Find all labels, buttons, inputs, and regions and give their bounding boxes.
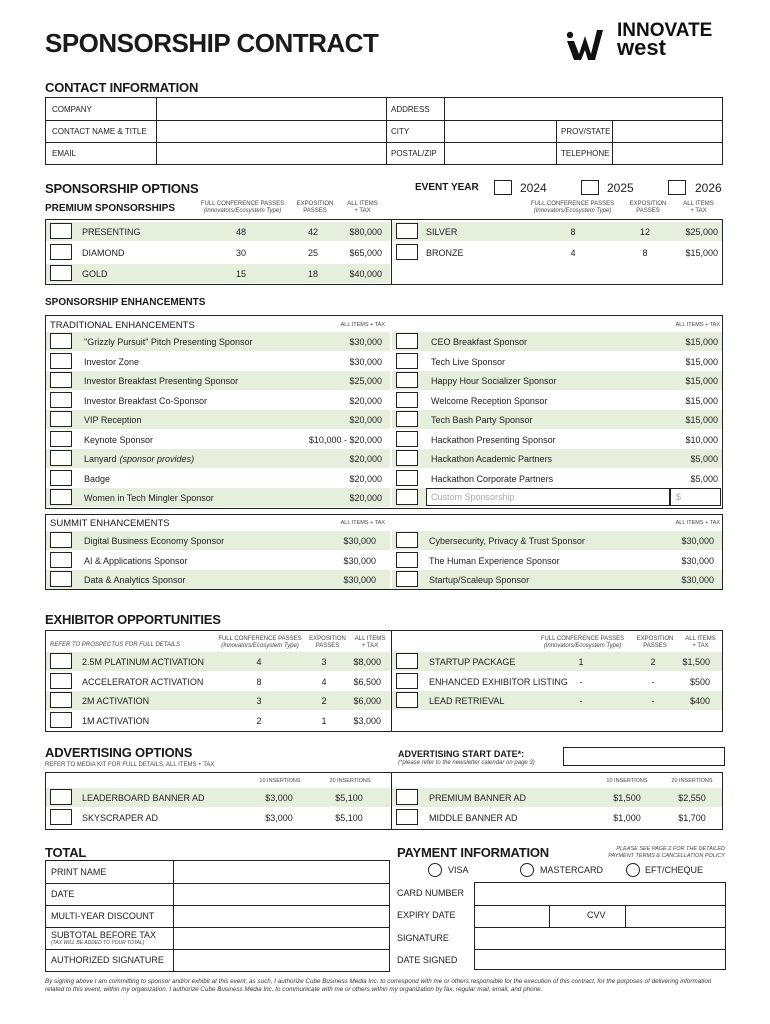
enhancement-price: $15,000 <box>685 415 718 425</box>
premium-price: $40,000 <box>349 269 382 279</box>
subtotal-field[interactable] <box>174 927 388 948</box>
exhibitor-name: 1M ACTIVATION <box>82 715 150 726</box>
ex-col-expo-r: EXPOSITION <box>636 636 674 642</box>
enhancement-checkbox[interactable] <box>396 353 418 369</box>
ex-col-all-sub-r: + TAX <box>692 643 709 649</box>
year-2024-checkbox[interactable] <box>494 180 512 195</box>
advertising-sub: REFER TO MEDIA KIT FOR FULL DETAILS, ALL ITEMS + TAX <box>45 762 215 768</box>
premium-full: 4 <box>570 248 576 258</box>
enhancement-price: $15,000 <box>685 356 718 367</box>
enhancement-price: $30,000 <box>681 555 714 566</box>
exhibitor-price: $8,000 <box>353 657 381 667</box>
date-signed-field[interactable] <box>475 949 725 969</box>
exhibitor-name: ACCELERATOR ACTIVATION <box>82 676 204 687</box>
enhancement-checkbox[interactable] <box>396 431 418 447</box>
innovate-west-logo-icon <box>565 26 613 62</box>
enhancement-name: Hackathon Corporate Partners <box>431 473 554 484</box>
enhancement-name: VIP Reception <box>84 415 142 425</box>
enhancement-price: $15,000 <box>685 337 718 347</box>
col-full-sub: (Innovators/Ecosystem Type) <box>203 208 282 214</box>
contact-name-label: CONTACT NAME & TITLE <box>52 127 147 136</box>
ad-col20-left: 20 INSERTIONS <box>329 778 371 784</box>
subtotal-note: (TAX WILL BE ADDED TO YOUR TOTAL) <box>51 940 145 946</box>
ex-col-full: FULL CONFERENCE PASSES <box>218 636 302 642</box>
enhancement-checkbox[interactable] <box>396 392 418 408</box>
exhibitor-expo: 3 <box>321 657 327 667</box>
print-name-label: PRINT NAME <box>51 867 107 877</box>
enhancement-checkbox[interactable] <box>396 372 418 388</box>
premium-col-full-right <box>525 201 620 215</box>
enhancement-checkbox[interactable] <box>396 552 418 568</box>
advertising-name: PREMIUM BANNER AD <box>429 793 527 803</box>
premium-col-expo-right <box>623 201 673 215</box>
telephone-field[interactable] <box>614 143 721 163</box>
exhibitor-price: $6,500 <box>353 676 381 687</box>
contact-name-field[interactable] <box>158 121 384 141</box>
company-field[interactable] <box>158 99 384 119</box>
premium-expo: 8 <box>642 248 648 258</box>
advertising-checkbox[interactable] <box>50 809 72 825</box>
exhibitor-col-all-right <box>678 636 723 650</box>
premium-name: BRONZE <box>426 248 464 258</box>
contact-heading: CONTACT INFORMATION <box>45 80 199 95</box>
premium-expo: 12 <box>639 227 650 237</box>
enhancement-name: AI & Applications Sponsor <box>84 555 188 566</box>
year-2025-label: 2025 <box>607 181 634 195</box>
exhibitor-refer: REFER TO PROSPECTUS FOR FULL DETAILS <box>50 642 181 648</box>
enhancement-name: Investor Breakfast Co-Sponsor <box>84 395 208 406</box>
custom-price-placeholder: $ <box>676 492 682 502</box>
col-all-text-r: ALL ITEMS <box>683 201 714 207</box>
authorized-signature-label: AUTHORIZED SIGNATURE <box>51 955 164 965</box>
traditional-tax-left: ALL ITEMS + TAX <box>340 322 385 328</box>
year-2025-checkbox[interactable] <box>581 180 599 195</box>
ex-col-all-sub: + TAX <box>361 643 379 649</box>
premium-price: $15,000 <box>685 248 718 258</box>
enhancement-name: Startup/Scaleup Sponsor <box>429 575 530 585</box>
postal-field[interactable] <box>446 143 555 163</box>
col-full-sub-r: (Innovators/Ecosystem Type) <box>533 208 612 214</box>
col-full-text: FULL CONFERENCE PASSES <box>200 201 285 207</box>
enhancement-checkbox[interactable] <box>396 532 418 548</box>
summit-heading: SUMMIT ENHANCEMENTS <box>50 518 170 529</box>
exhibitor-col-full <box>215 636 305 650</box>
ex-col-expo: EXPOSITION <box>309 636 346 642</box>
premium-full: 15 <box>235 269 246 279</box>
premium-checkbox[interactable] <box>50 244 72 260</box>
advertising-checkbox[interactable] <box>396 809 418 825</box>
enhancement-name-text: Lanyard <box>84 454 117 464</box>
logo-line2: west <box>617 35 666 60</box>
enhancement-checkbox[interactable] <box>50 552 72 568</box>
enhancement-price: $10,000 - $20,000 <box>308 434 382 445</box>
summit-tax-right: ALL ITEMS + TAX <box>675 520 720 526</box>
address-field[interactable] <box>446 99 721 119</box>
col-expo-text-r: EXPOSITION <box>629 201 667 207</box>
premium-price: $65,000 <box>349 248 382 258</box>
exhibitor-full: 8 <box>256 676 262 687</box>
advertising-price-10: $3,000 <box>265 812 293 823</box>
enhancement-price: $25,000 <box>349 376 382 386</box>
ex-col-full-sub: (Innovators/Ecosystem Type) <box>221 643 299 649</box>
cvv-label: CVV <box>587 910 606 920</box>
premium-col-all-right <box>676 201 721 215</box>
premium-col-expo <box>290 201 340 215</box>
sponsorship-heading: SPONSORSHIP OPTIONS <box>45 181 199 196</box>
enhancement-price: $20,000 <box>349 493 382 503</box>
exhibitor-expo: - <box>651 676 655 687</box>
exhibitor-checkbox[interactable] <box>396 673 418 689</box>
cvv-field[interactable] <box>626 905 725 926</box>
col-all-sub-r: + TAX <box>690 208 707 214</box>
enhancement-checkbox[interactable] <box>50 489 72 505</box>
enhancement-price: $10,000 <box>685 434 718 445</box>
exhibitor-price: $500 <box>689 676 710 687</box>
enhancement-name: Investor Breakfast Presenting Sponsor <box>84 376 239 386</box>
email-field[interactable] <box>158 143 384 163</box>
summit-tax-left: ALL ITEMS + TAX <box>340 520 385 526</box>
premium-heading: PREMIUM SPONSORSHIPS <box>45 203 176 214</box>
multi-year-discount-field[interactable] <box>174 905 388 926</box>
exhibitor-full: - <box>579 696 583 706</box>
exhibitor-name: ENHANCED EXHIBITOR LISTING <box>429 676 568 687</box>
advertising-checkbox[interactable] <box>50 789 72 805</box>
enhancement-price: $30,000 <box>343 536 376 546</box>
enhancement-price: $30,000 <box>343 575 376 585</box>
telephone-label: TELEPHONE <box>561 149 610 158</box>
enhancement-name: Tech Live Sponsor <box>431 356 506 367</box>
exhibitor-expo: 1 <box>321 715 327 726</box>
exhibitor-price: $400 <box>689 696 710 706</box>
enhancement-name: Data & Analytics Sponsor <box>84 575 186 585</box>
exhibitor-full: - <box>579 676 583 687</box>
date-field[interactable] <box>174 883 388 904</box>
enhancement-price: $30,000 <box>349 337 382 347</box>
enhancement-name <box>84 454 194 464</box>
enhancement-price: $20,000 <box>349 395 382 406</box>
page-title: SPONSORSHIP CONTRACT <box>45 28 379 58</box>
premium-name: SILVER <box>426 227 458 237</box>
city-label: CITY <box>391 127 410 136</box>
year-2024-label: 2024 <box>520 181 547 195</box>
enhancement-name: CEO Breakfast Sponsor <box>431 337 528 347</box>
ad-start-label: ADVERTISING START DATE*: <box>398 749 525 759</box>
prov-state-field[interactable] <box>614 121 721 141</box>
custom-sponsorship-checkbox[interactable] <box>396 489 418 505</box>
multi-year-discount-label: MULTI-YEAR DISCOUNT <box>51 911 155 921</box>
exhibitor-full: 2 <box>256 715 262 726</box>
enhancement-checkbox[interactable] <box>50 333 72 349</box>
enhancement-checkbox[interactable] <box>50 450 72 466</box>
enhancement-name: Tech Bash Party Sponsor <box>431 415 533 425</box>
enhancement-note: (sponsor provides) <box>119 454 195 464</box>
enhancement-price: $20,000 <box>349 454 382 464</box>
premium-full: 48 <box>235 227 246 237</box>
enhancement-checkbox[interactable] <box>50 353 72 369</box>
enhancement-price: $20,000 <box>349 415 382 425</box>
enhancement-price: $5,000 <box>690 454 718 464</box>
advertising-price-20: $5,100 <box>335 812 363 823</box>
enhancement-price: $30,000 <box>349 356 382 367</box>
exhibitor-expo: 2 <box>650 657 656 667</box>
advertising-name: MIDDLE BANNER AD <box>429 812 518 823</box>
exhibitor-checkbox[interactable] <box>396 653 418 669</box>
exhibitor-col-full-right <box>535 636 630 650</box>
innovate-west-logo <box>565 22 730 64</box>
premium-name: DIAMOND <box>82 248 125 258</box>
ad-col20-right: 20 INSERTIONS <box>671 778 713 784</box>
premium-checkbox[interactable] <box>396 244 418 260</box>
date-label: DATE <box>51 889 75 899</box>
postal-label: POSTAL/ZIP <box>391 149 437 158</box>
col-all-text: ALL ITEMS <box>347 201 378 207</box>
premium-checkbox[interactable] <box>50 223 72 239</box>
enhancement-price: $30,000 <box>343 555 376 566</box>
enhancement-name: Hackathon Presenting Sponsor <box>431 434 556 445</box>
payment-heading: PAYMENT INFORMATION <box>397 845 549 860</box>
enhancement-checkbox[interactable] <box>50 392 72 408</box>
premium-checkbox[interactable] <box>396 223 418 239</box>
col-all-sub: + TAX <box>354 208 371 214</box>
exhibitor-price: $1,500 <box>682 657 710 667</box>
subtotal-label: SUBTOTAL BEFORE TAX <box>51 930 157 940</box>
ad-col10-left: 10 INSERTIONS <box>259 778 301 784</box>
company-label: COMPANY <box>52 105 92 114</box>
enhancement-checkbox[interactable] <box>50 411 72 427</box>
exhibitor-checkbox[interactable] <box>50 673 72 689</box>
premium-name: GOLD <box>82 269 108 279</box>
advertising-price-10: $3,000 <box>265 793 293 803</box>
address-label: ADDRESS <box>391 105 430 114</box>
prov-state-label: PROV/STATE <box>561 127 611 136</box>
enhancement-name: Welcome Reception Sponsor <box>431 395 548 406</box>
enhancement-checkbox[interactable] <box>396 411 418 427</box>
city-field[interactable] <box>446 121 555 141</box>
premium-expo: 25 <box>307 248 318 258</box>
event-year-label: EVENT YEAR <box>415 182 479 193</box>
exhibitor-name: 2.5M PLATINUM ACTIVATION <box>82 657 205 667</box>
premium-checkbox[interactable] <box>50 265 72 281</box>
ex-col-expo-sub-r: PASSES <box>643 643 667 649</box>
enhancement-name: Happy Hour Socializer Sponsor <box>431 376 557 386</box>
logo-line1: INNOVATE <box>617 20 713 41</box>
mastercard-radio[interactable] <box>520 863 534 877</box>
ad-col10-right: 10 INSERTIONS <box>606 778 648 784</box>
premium-expo: 18 <box>307 269 318 279</box>
enhancement-name: Hackathon Academic Partners <box>431 454 553 464</box>
exhibitor-full: 3 <box>256 696 262 706</box>
exhibitor-col-all <box>350 636 390 650</box>
logo-wordmark <box>617 20 713 60</box>
ex-col-full-sub-r: (Innovators/Ecosystem Type) <box>543 643 622 649</box>
exhibitor-expo: 4 <box>321 676 327 687</box>
premium-price: $80,000 <box>349 227 382 237</box>
exhibitor-checkbox[interactable] <box>50 712 72 728</box>
col-full-text-r: FULL CONFERENCE PASSES <box>530 201 615 207</box>
enhancement-name: Digital Business Economy Sponsor <box>84 536 225 546</box>
premium-name: PRESENTING <box>82 227 141 237</box>
enhancement-name: "Grizzly Pursuit" Pitch Presenting Sponsor <box>84 337 253 347</box>
advertising-price-20: $1,700 <box>678 812 706 823</box>
advertising-name: SKYSCRAPER AD <box>82 812 159 823</box>
traditional-heading: TRADITIONAL ENHANCEMENTS <box>50 320 195 331</box>
exhibitor-checkbox[interactable] <box>396 692 418 708</box>
expiry-label: EXPIRY DATE <box>397 910 456 920</box>
premium-price: $25,000 <box>685 227 718 237</box>
advertising-price-20: $5,100 <box>335 793 363 803</box>
payment-note-1: PLEASE SEE PAGE 2 FOR THE DETAILED <box>616 846 725 852</box>
footer-disclaimer: By signing above I am committing to sponsor and/or exhibit at this event, as such, I authorize Cube Business Media Inc. to correspond with me or others responsible for the execution of this contract, for the purposes of delivering information related to this event, within my organization. I authorize Cube Business Media Inc. to communicate with me or others within my organization by fax, regular mail, email, and phone. <box>45 978 712 993</box>
payment-note-2: PAYMENT TERMS & CANCELLATION POLICY <box>608 853 725 859</box>
col-expo-sub: PASSES <box>303 208 327 214</box>
enhancement-name: Investor Zone <box>84 356 140 367</box>
col-expo-sub-r: PASSES <box>636 208 660 214</box>
exhibitor-checkbox[interactable] <box>50 692 72 708</box>
exhibitor-full: 1 <box>578 657 584 667</box>
exhibitor-expo: - <box>651 696 655 706</box>
enhancement-checkbox[interactable] <box>50 372 72 388</box>
expiry-field[interactable] <box>475 905 548 926</box>
enhancement-price: $30,000 <box>681 575 714 585</box>
mastercard-label: MASTERCARD <box>540 865 604 875</box>
ex-col-expo-sub: PASSES <box>315 643 340 649</box>
enhancement-checkbox[interactable] <box>396 450 418 466</box>
enhancement-checkbox[interactable] <box>50 470 72 486</box>
exhibitor-price: $6,000 <box>353 696 381 706</box>
eft-cheque-label: EFT/CHEQUE <box>645 865 704 875</box>
premium-full: 30 <box>235 248 246 258</box>
advertising-price-10: $1,500 <box>613 793 641 803</box>
visa-label: VISA <box>448 865 469 875</box>
print-name-field[interactable] <box>174 861 388 882</box>
col-expo-text: EXPOSITION <box>296 201 334 207</box>
advertising-price-10: $1,000 <box>613 812 641 823</box>
exhibitor-expo: 2 <box>321 696 327 706</box>
custom-sponsorship-input[interactable] <box>426 488 670 506</box>
enhancement-checkbox[interactable] <box>50 571 72 587</box>
advertising-heading: ADVERTISING OPTIONS <box>45 745 193 760</box>
exhibitor-name: STARTUP PACKAGE <box>429 657 516 667</box>
exhibitor-heading: EXHIBITOR OPPORTUNITIES <box>45 612 221 627</box>
payment-note <box>580 846 725 860</box>
exhibitor-col-expo <box>305 636 350 650</box>
card-number-label: CARD NUMBER <box>397 888 465 898</box>
exhibitor-name: 2M ACTIVATION <box>82 696 150 706</box>
exhibitor-checkbox[interactable] <box>50 653 72 669</box>
ad-start-note: (*please refer to the newsletter calendar on page 3) <box>398 760 535 766</box>
email-label: EMAIL <box>52 149 77 158</box>
ex-col-all-r: ALL ITEMS <box>685 636 716 642</box>
advertising-price-20: $2,550 <box>678 793 706 803</box>
signature-label: SIGNATURE <box>397 933 449 943</box>
enhancement-price: $15,000 <box>685 395 718 406</box>
signature-field[interactable] <box>475 927 725 948</box>
contact-table <box>45 97 723 165</box>
enhancement-checkbox[interactable] <box>50 532 72 548</box>
traditional-tax-right: ALL ITEMS + TAX <box>675 322 720 328</box>
enhancement-name: Cybersecurity, Privacy & Trust Sponsor <box>429 536 585 546</box>
enhancement-name: The Human Experience Sponsor <box>429 555 560 566</box>
exhibitor-full: 4 <box>256 657 262 667</box>
enhancement-checkbox[interactable] <box>396 333 418 349</box>
ad-start-date-field[interactable] <box>563 747 725 766</box>
authorized-signature-field[interactable] <box>174 949 388 970</box>
eft-cheque-radio[interactable] <box>626 863 640 877</box>
year-2026-label: 2026 <box>695 181 722 195</box>
enhancement-price: $20,000 <box>349 473 382 484</box>
enhancement-checkbox[interactable] <box>396 571 418 587</box>
premium-expo: 42 <box>307 227 318 237</box>
visa-radio[interactable] <box>428 863 442 877</box>
enhancement-checkbox[interactable] <box>396 470 418 486</box>
ex-col-all: ALL ITEMS <box>354 636 386 642</box>
exhibitor-name: LEAD RETRIEVAL <box>429 696 505 706</box>
enhancement-price: $30,000 <box>681 536 714 546</box>
card-number-field[interactable] <box>475 883 725 904</box>
advertising-checkbox[interactable] <box>396 789 418 805</box>
enhancement-name: Women in Tech Mingler Sponsor <box>84 493 214 503</box>
enhancement-price: $5,000 <box>690 473 718 484</box>
enhancement-checkbox[interactable] <box>50 431 72 447</box>
year-2026-checkbox[interactable] <box>668 180 686 195</box>
total-heading: TOTAL <box>45 845 87 860</box>
custom-placeholder: Custom Sponsorship <box>431 492 515 502</box>
premium-col-all <box>340 201 385 215</box>
custom-price-input[interactable] <box>670 488 721 506</box>
date-signed-label: DATE SIGNED <box>397 955 458 965</box>
exhibitor-price: $3,000 <box>353 715 381 726</box>
enhancement-price: $15,000 <box>685 376 718 386</box>
advertising-name: LEADERBOARD BANNER AD <box>82 793 205 803</box>
enhancement-name: Badge <box>84 473 111 484</box>
premium-full: 8 <box>570 227 576 237</box>
ex-col-full-r: FULL CONFERENCE PASSES <box>540 636 625 642</box>
premium-col-full <box>195 201 290 215</box>
exhibitor-col-expo-right <box>630 636 680 650</box>
enhancements-heading: SPONSORSHIP ENHANCEMENTS <box>45 297 206 308</box>
enhancement-name: Keynote Sponsor <box>84 434 154 445</box>
